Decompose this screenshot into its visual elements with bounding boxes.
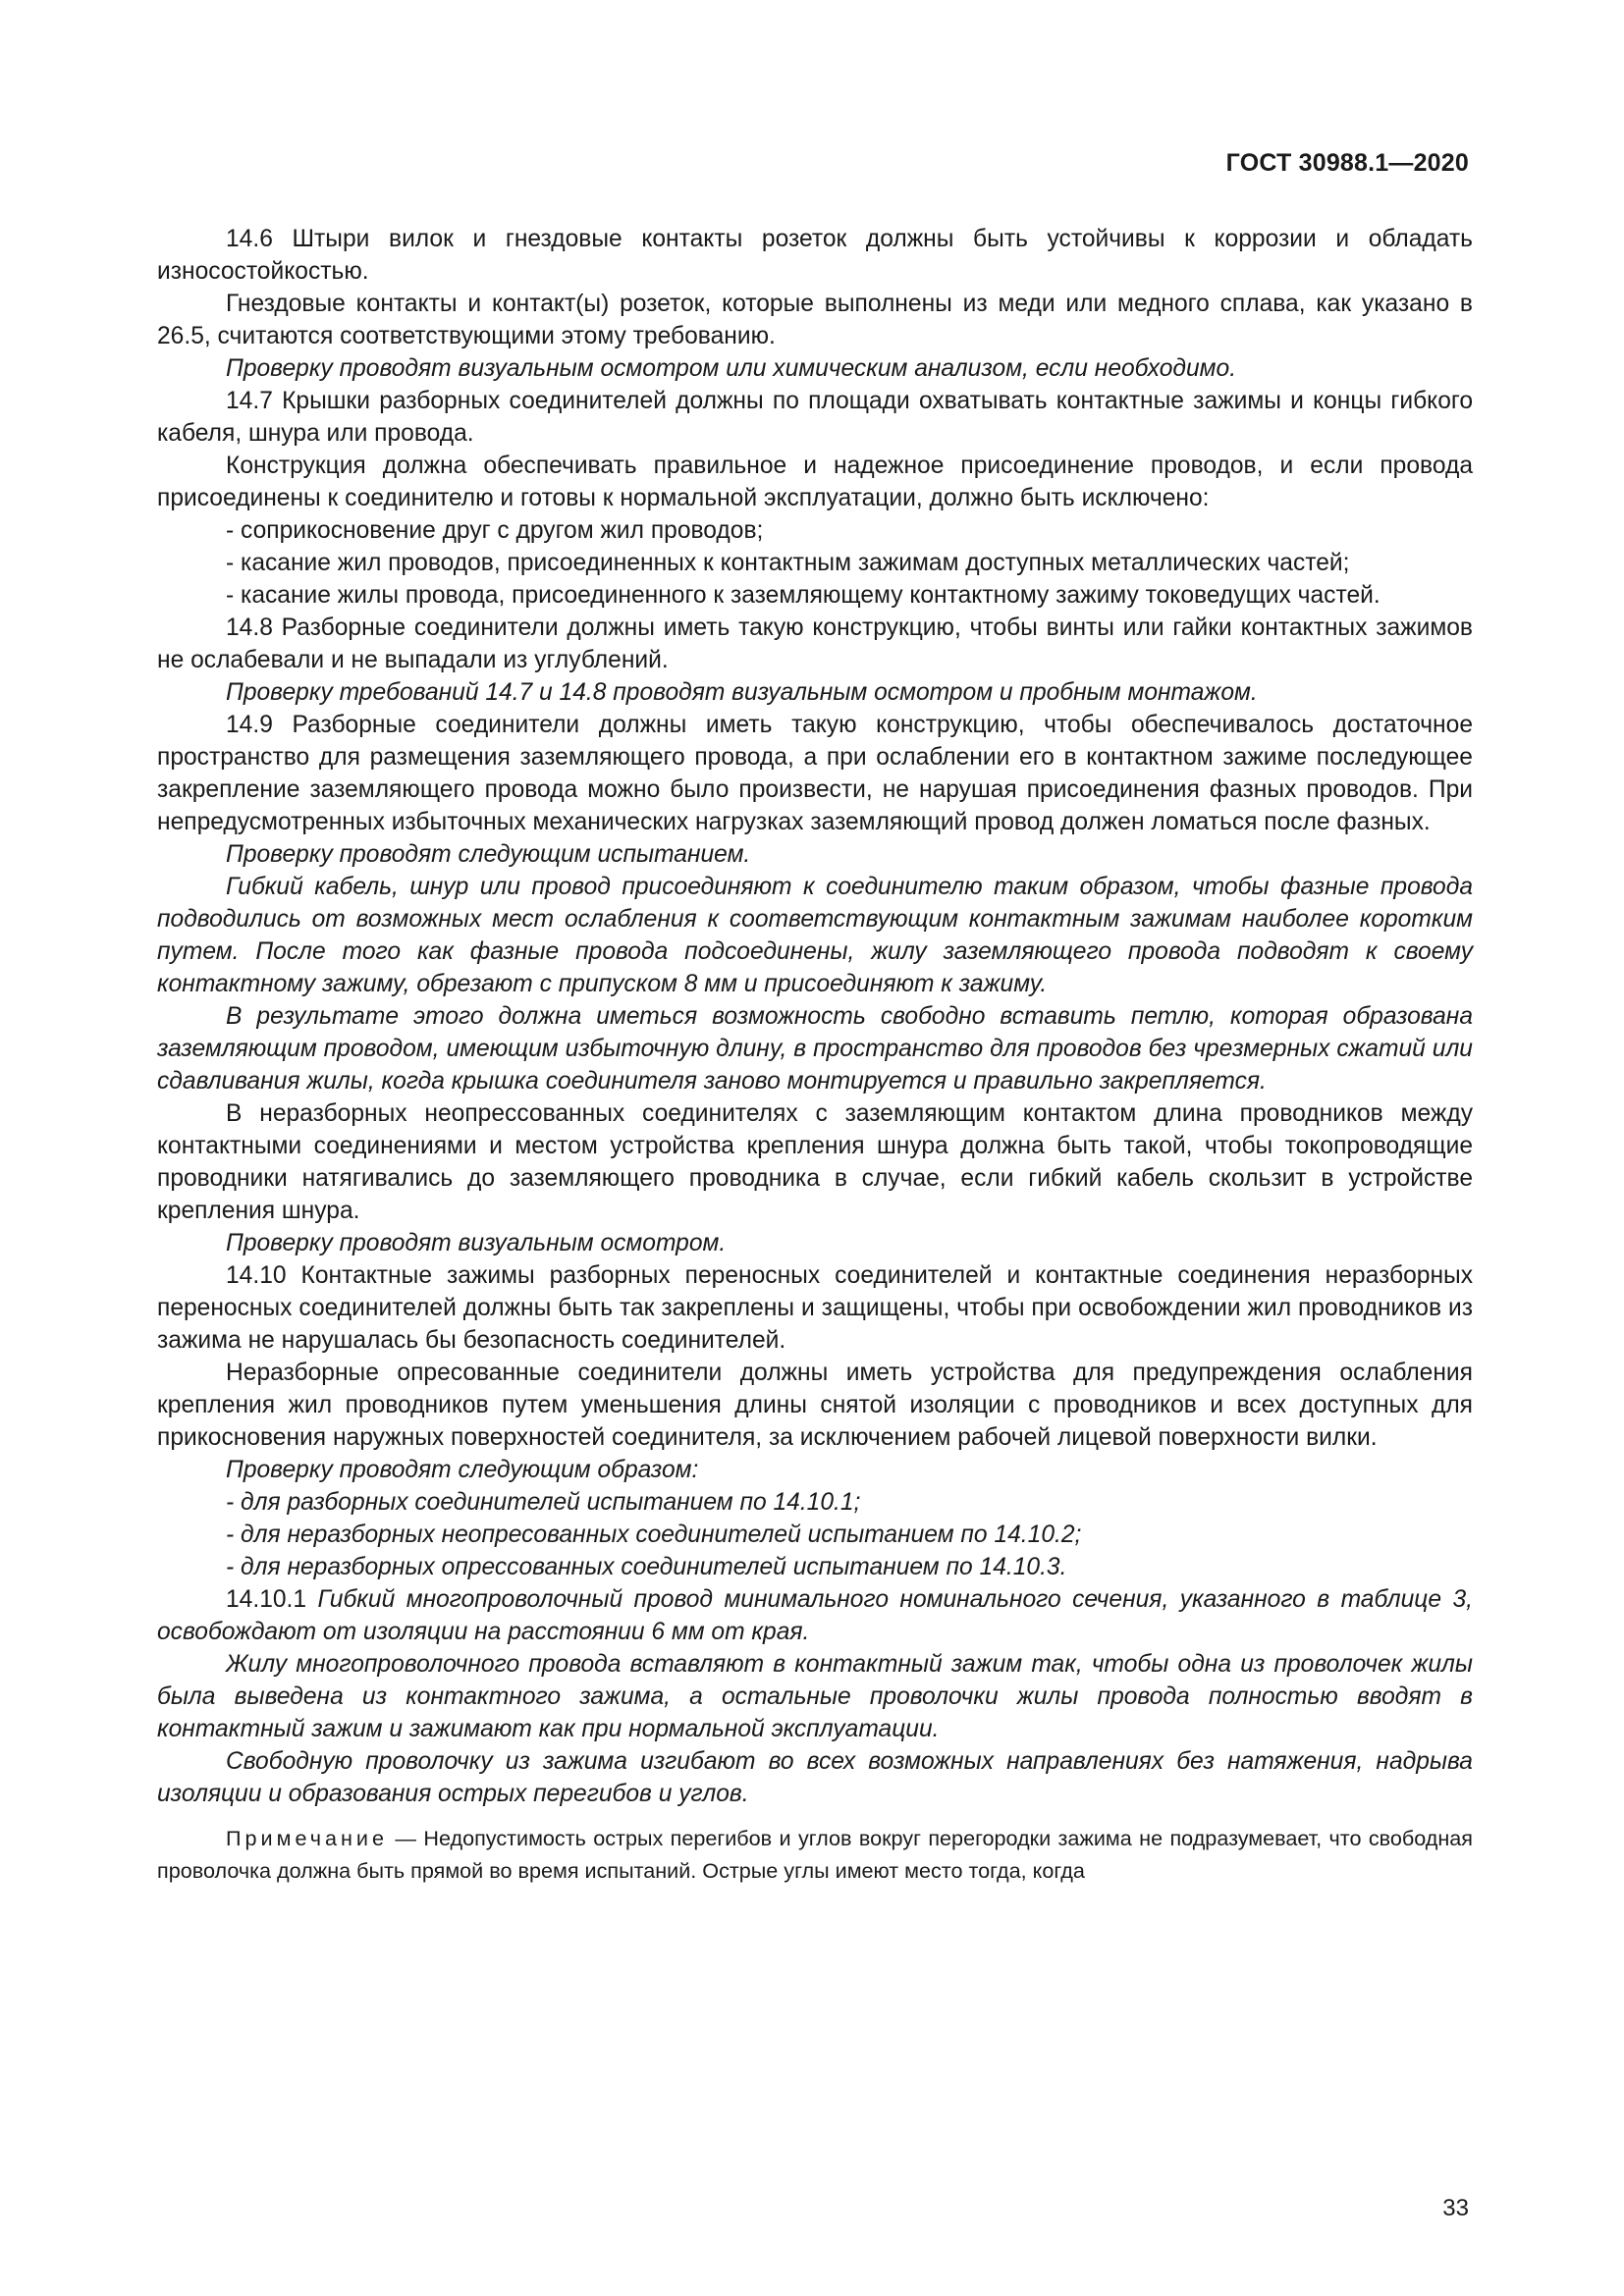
- paragraph-test: Гибкий кабель, шнур или провод присоединяют к соединителю таким образом, чтобы фазные провода подводились от возможных мест ослабления к соответствующим контактным зажимам наиболее коротким путем. После того как фазные провода подсоединены, жилу заземляющего провода подводят к своему контактному зажиму, обрезают с припуском 8 мм и присоединяют к зажиму.: [157, 874, 1473, 997]
- note: [157, 1822, 1473, 1887]
- note-dash: —: [395, 1826, 416, 1850]
- list-item: - касание жил проводов, присоединенных к контактным зажимам доступных металлических частей;: [226, 550, 1350, 576]
- paragraph-test: Жилу многопроволочного провода вставляют в контактный зажим так, чтобы одна из проволочек жилы была выведена из контактного зажима, а остальные проволочки жилы провода полностью вводят в контактный зажим и зажимают как при нормальной эксплуатации.: [157, 1651, 1473, 1742]
- paragraph: В неразборных неопрессованных соединителях с заземляющим контактом длина проводников между контактными соединениями и местом устройства крепления шнура должна быть такой, чтобы токопроводящие проводники натягивались до заземляющего проводника в случае, если гибкий кабель скользит в устройстве крепления шнура.: [157, 1100, 1473, 1224]
- document-body: [157, 223, 1473, 1887]
- paragraph: 14.9 Разборные соединители должны иметь такую конструкцию, чтобы обеспечивалось достаточное пространство для размещения заземляющего провода, а при ослаблении его в контактном зажиме последующее закрепление заземляющего провода можно было произвести, не нарушая присоединения фазных проводов. При непредусмотренных избыточных механических нагрузках заземляющий провод должен ломаться после фазных.: [157, 712, 1473, 835]
- clause-number: 14.10.1: [226, 1586, 307, 1613]
- paragraph: Неразборные опресованные соединители должны иметь устройства для предупреждения ослабления крепления жил проводников путем уменьшения длины снятой изоляции с проводников и всех доступных для прикосновения наружных поверхностей соединителя, за исключением рабочей лицевой поверхности вилки.: [157, 1360, 1473, 1451]
- paragraph-check: Проверку проводят визуальным осмотром или химическим анализом, если необходимо.: [226, 355, 1237, 382]
- paragraph-test: Свободную проволочку из зажима изгибают во всех возможных направлениях без натяжения, надрыва изоляции и образования острых перегибов и углов.: [157, 1748, 1473, 1807]
- paragraph: 14.10 Контактные зажимы разборных переносных соединителей и контактные соединения неразборных переносных соединителей должны быть так закреплены и защищены, чтобы при освобождении жил проводников из зажима не нарушалась бы безопасность соединителей.: [157, 1262, 1473, 1354]
- list-item: - для неразборных неопресованных соединителей испытанием по 14.10.2;: [226, 1522, 1082, 1548]
- paragraph-check: Проверку проводят следующим образом:: [226, 1457, 699, 1483]
- list-item: - касание жилы провода, присоединенного к заземляющему контактному зажиму токоведущих частей.: [226, 582, 1380, 609]
- list-item: - соприкосновение друг с другом жил проводов;: [226, 517, 764, 544]
- paragraph-check: Проверку проводят следующим испытанием.: [226, 841, 751, 868]
- paragraph: 14.7 Крышки разборных соединителей должны по площади охватывать контактные зажимы и концы гибкого кабеля, шнура или провода.: [157, 388, 1473, 447]
- paragraph: 14.6 Штыри вилок и гнездовые контакты розеток должны быть устойчивы к коррозии и обладать износостойкостью.: [157, 226, 1473, 285]
- paragraph-test: В результате этого должна иметься возможность свободно вставить петлю, которая образована заземляющим проводом, имеющим избыточную длину, в пространство для проводов без чрезмерных сжатий или сдавливания жилы, когда крышка соединителя заново монтируется и правильно закрепляется.: [157, 1003, 1473, 1095]
- clause-text: Гибкий многопроволочный провод минимального номинального сечения, указанного в таблице 3, освобождают от изоляции на расстоянии 6 мм от края.: [157, 1586, 1473, 1645]
- note-text: Недопустимость острых перегибов и углов вокруг перегородки зажима не подразумевает, что свободная проволочка должна быть прямой во время испытаний. Острые углы имеют место тогда, когда: [157, 1826, 1473, 1883]
- list-item: - для неразборных опрессованных соединителей испытанием по 14.10.3.: [226, 1554, 1067, 1580]
- paragraph: 14.8 Разборные соединители должны иметь такую конструкцию, чтобы винты или гайки контактных зажимов не ослабевали и не выпадали из углублений.: [157, 614, 1473, 673]
- note-label: Примечание: [226, 1826, 388, 1850]
- paragraph: Гнездовые контакты и контакт(ы) розеток, которые выполнены из меди или медного сплава, как указано в 26.5, считаются соответствующими этому требованию.: [157, 291, 1473, 349]
- paragraph-check: Проверку проводят визуальным осмотром.: [226, 1230, 727, 1256]
- document-standard-header: ГОСТ 30988.1—2020: [1225, 149, 1469, 177]
- paragraph-14-10-1: [157, 1583, 1473, 1648]
- paragraph-check: Проверку требований 14.7 и 14.8 проводят визуальным осмотром и пробным монтажом.: [226, 679, 1258, 706]
- page-number: 33: [1442, 2195, 1469, 2221]
- paragraph: Конструкция должна обеспечивать правильное и надежное присоединение проводов, и если провода присоединены к соединителю и готовы к нормальной эксплуатации, должно быть исключено:: [157, 453, 1473, 511]
- list-item: - для разборных соединителей испытанием по 14.10.1;: [226, 1489, 861, 1516]
